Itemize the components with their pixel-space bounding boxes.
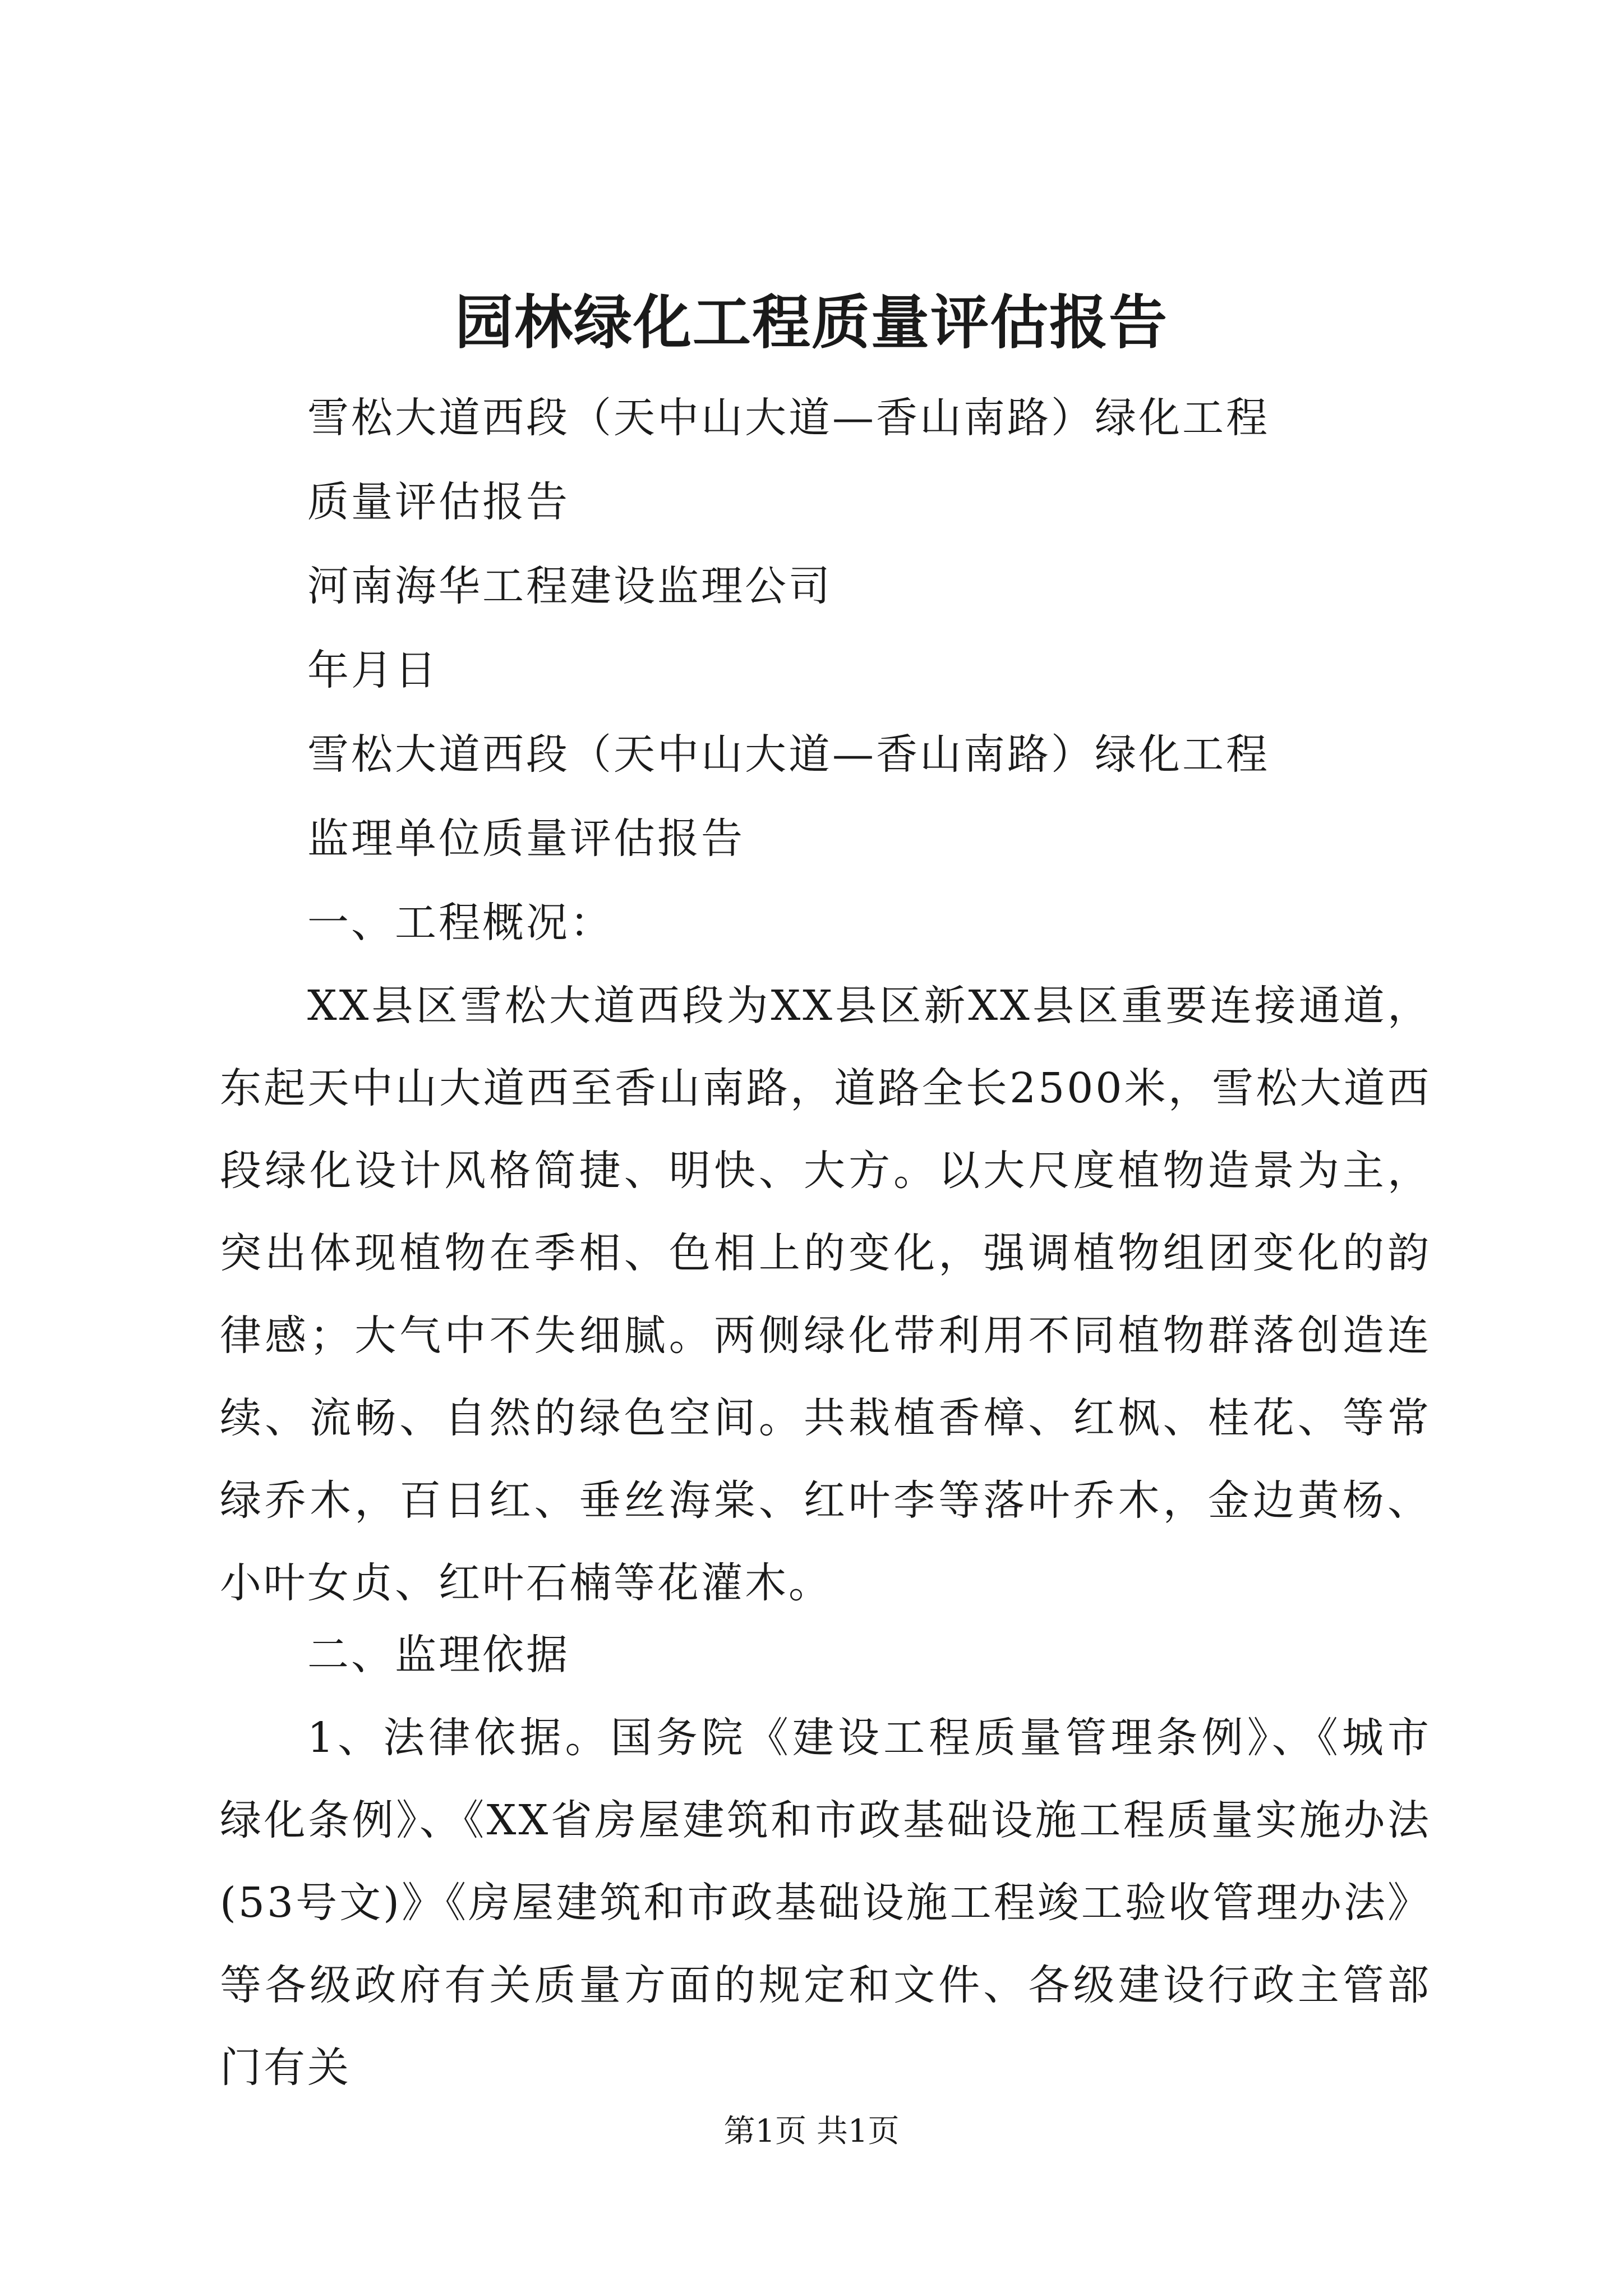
page-footer: 第1页 共1页 <box>723 2113 900 2150</box>
header-line-date: 年月日 <box>307 646 439 694</box>
header-line-project-name: 雪松大道西段（天中山大道—香山南路）绿化工程 <box>307 394 1270 442</box>
section-heading-overview: 一、工程概况： <box>307 899 614 947</box>
header-line-company: 河南海华工程建设监理公司 <box>307 562 832 610</box>
paragraph-overview: XX县区雪松大道西段为XX县区新XX县区重要连接通道，东起天中山大道西至香山南路，道路全长2500米，雪松大道西段绿化设计风格简捷、明快、大方。以大尺度植物造景为主，突出体现植物在季相、色相上的变化，强调植物组团变化的韵律感；大气中不失细腻。两侧绿化带利用不同植物群落创造连续、流畅、自然的绿色空间。共栽植香樟、红枫、桂花、等常绿乔木，百日红、垂丝海棠、红叶李等落叶乔木，金边黄杨、小叶女贞、红叶石楠等花灌木。 <box>220 982 1431 1607</box>
section-heading-basis: 二、监理依据 <box>307 1631 570 1679</box>
header-line-project-name-repeat: 雪松大道西段（天中山大道—香山南路）绿化工程 <box>307 730 1270 779</box>
paragraph-legal-basis: 1、法律依据。国务院《建设工程质量管理条例》、《城市绿化条例》、《XX省房屋建筑和市政基础设施工程质量实施办法(53号文)》《房屋建筑和市政基础设施工程竣工验收管理办法》等各级政府有关质量方面的规定和文件、各级建设行政主管部门有关 <box>220 1714 1431 2092</box>
header-line-report-subtitle: 监理单位质量评估报告 <box>307 815 745 863</box>
document-title: 园林绿化工程质量评估报告 <box>454 288 1168 357</box>
header-line-report-type: 质量评估报告 <box>307 478 570 526</box>
